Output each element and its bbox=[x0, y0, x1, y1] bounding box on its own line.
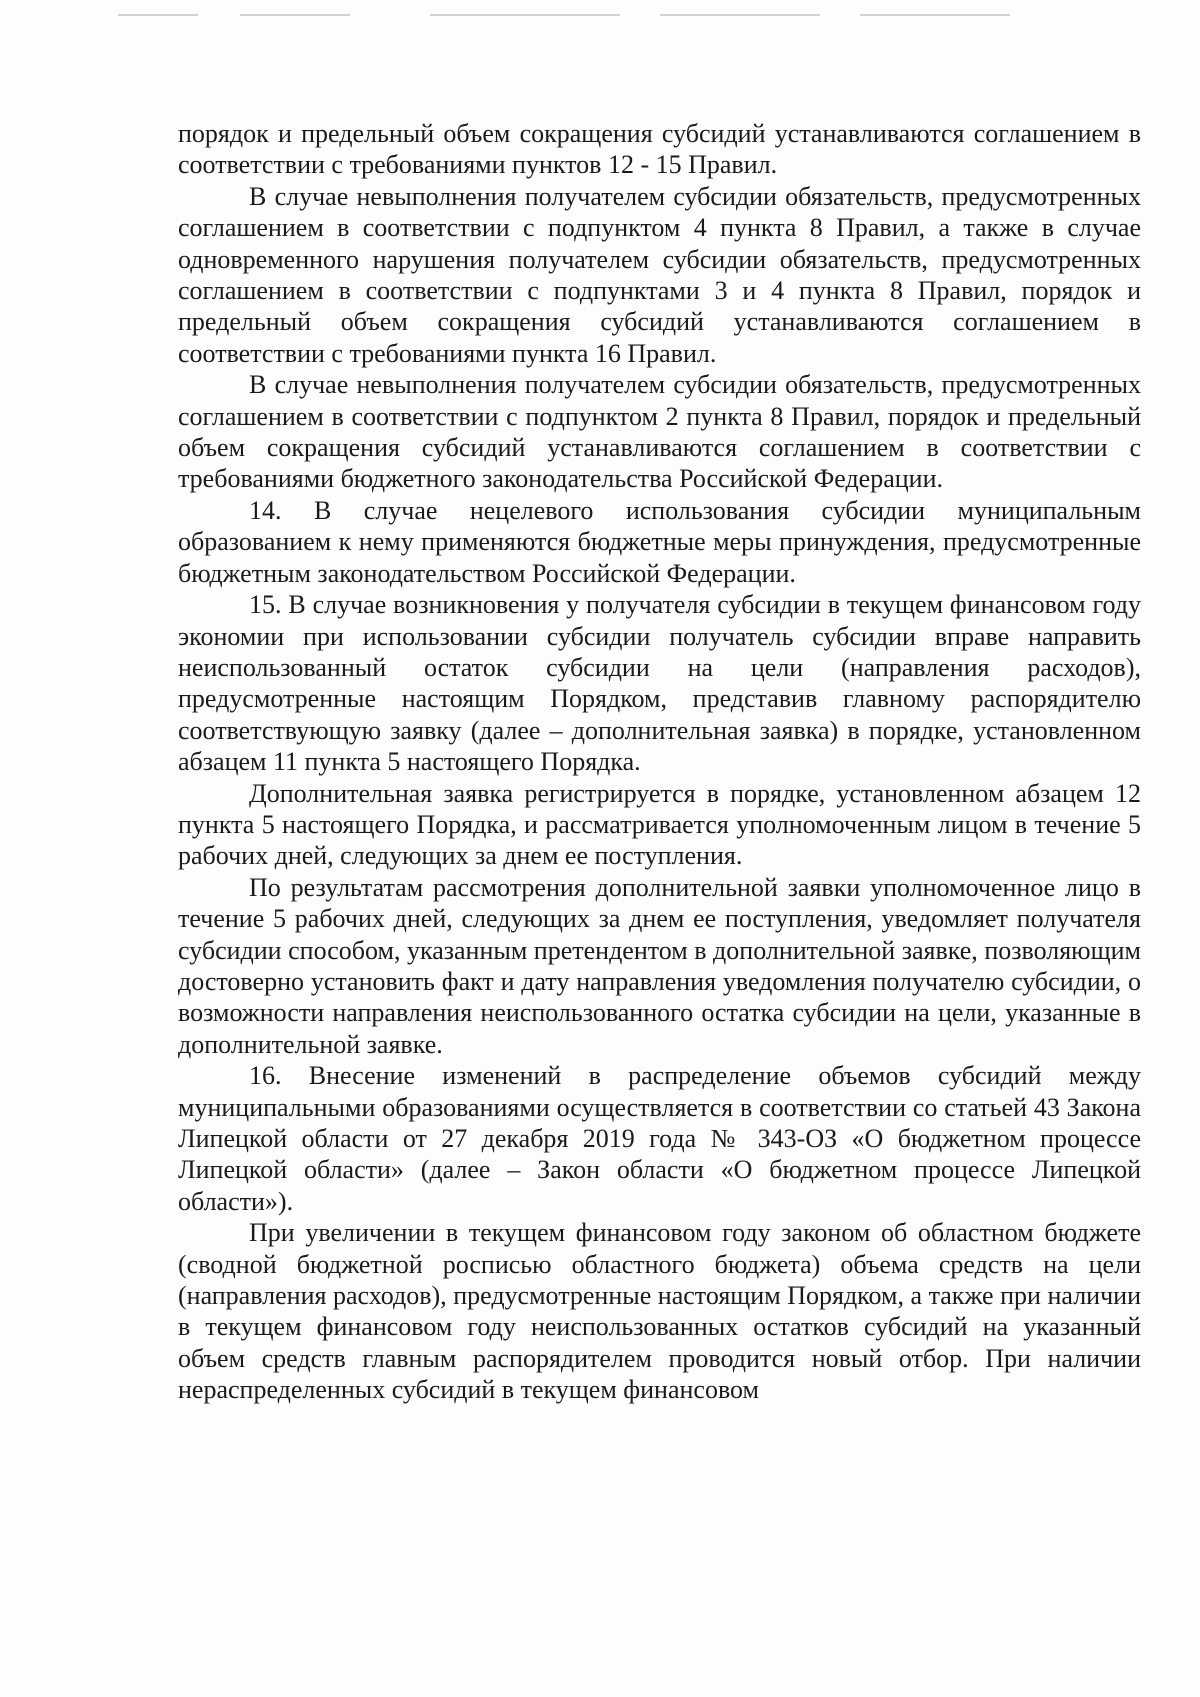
paragraph: Дополнительная заявка регистрируется в порядке, установленном абзацем 12 пункта 5 настоящего Порядка, и рассматривается уполномоченным лицом в течение 5 рабочих дней, следующих за днем ее поступления. bbox=[178, 778, 1141, 871]
paragraph-item-16: 16. Внесение изменений в распределение объемов субсидий между муниципальными образованиями осуществляется в соответствии со статьей 43 Закона Липецкой области от 27 декабря 2019 года № 343-ОЗ «О бюджетном процессе Липецкой области» (далее – Закон области «О бюджетном процессе Липецкой области»). bbox=[178, 1061, 1141, 1216]
paragraph-item-15: 15. В случае возникновения у получателя субсидии в текущем финансовом году экономии при использовании субсидии получатель субсидии вправе направить неиспользованный остаток субсидии на цели (направления расходов), предусмотренные настоящим Порядком, представив главному распорядителю соответствующую заявку (далее – дополнительная заявка) в порядке, установленном абзацем 11 пункта 5 настоящего Порядка. bbox=[178, 590, 1141, 777]
paragraph-continuation: порядок и предельный объем сокращения субсидий устанавливаются соглашением в соответствии с требованиями пунктов 12 - 15 Правил. bbox=[178, 119, 1141, 180]
paragraph-item-14: 14. В случае нецелевого использования субсидии муниципальным образованием к нему применяются бюджетные меры принуждения, предусмотренные бюджетным законодательством Российской Федерации. bbox=[178, 495, 1141, 588]
paragraph: При увеличении в текущем финансовом году законом об областном бюджете (сводной бюджетной росписью областного бюджета) объема средств на цели (направления расходов), предусмотренные настоящим Порядком, а также при наличии в текущем финансовом году неиспользованных остатков субсидий на указанный объем средств главным распорядителем проводится новый отбор. При наличии нераспределенных субсидий в текущем финансовом bbox=[178, 1218, 1141, 1405]
paragraph: По результатам рассмотрения дополнительной заявки уполномоченное лицо в течение 5 рабочих дней, следующих за днем ее поступления, уведомляет получателя субсидии способом, указанным претендентом в дополнительной заявке, позволяющим достоверно установить факт и дату направления уведомления получателю субсидии, о возможности направления неиспользованного остатка субсидии на цели, указанные в дополнительной заявке. bbox=[178, 872, 1141, 1059]
document-body bbox=[178, 118, 1141, 1406]
paragraph: В случае невыполнения получателем субсидии обязательств, предусмотренных соглашением в соответствии с подпунктом 4 пункта 8 Правил, а также в случае одновременного нарушения получателем субсидии обязательств, предусмотренных соглашением в соответствии с подпунктами 3 и 4 пункта 8 Правил, порядок и предельный объем сокращения субсидий устанавливаются соглашением в соответствии с требованиями пункта 16 Правил. bbox=[178, 181, 1141, 368]
scan-edge-marks bbox=[0, 0, 1200, 22]
paragraph: В случае невыполнения получателем субсидии обязательств, предусмотренных соглашением в соответствии с подпунктом 2 пункта 8 Правил, порядок и предельный объем сокращения субсидий устанавливаются соглашением в соответствии с требованиями бюджетного законодательства Российской Федерации. bbox=[178, 370, 1141, 494]
